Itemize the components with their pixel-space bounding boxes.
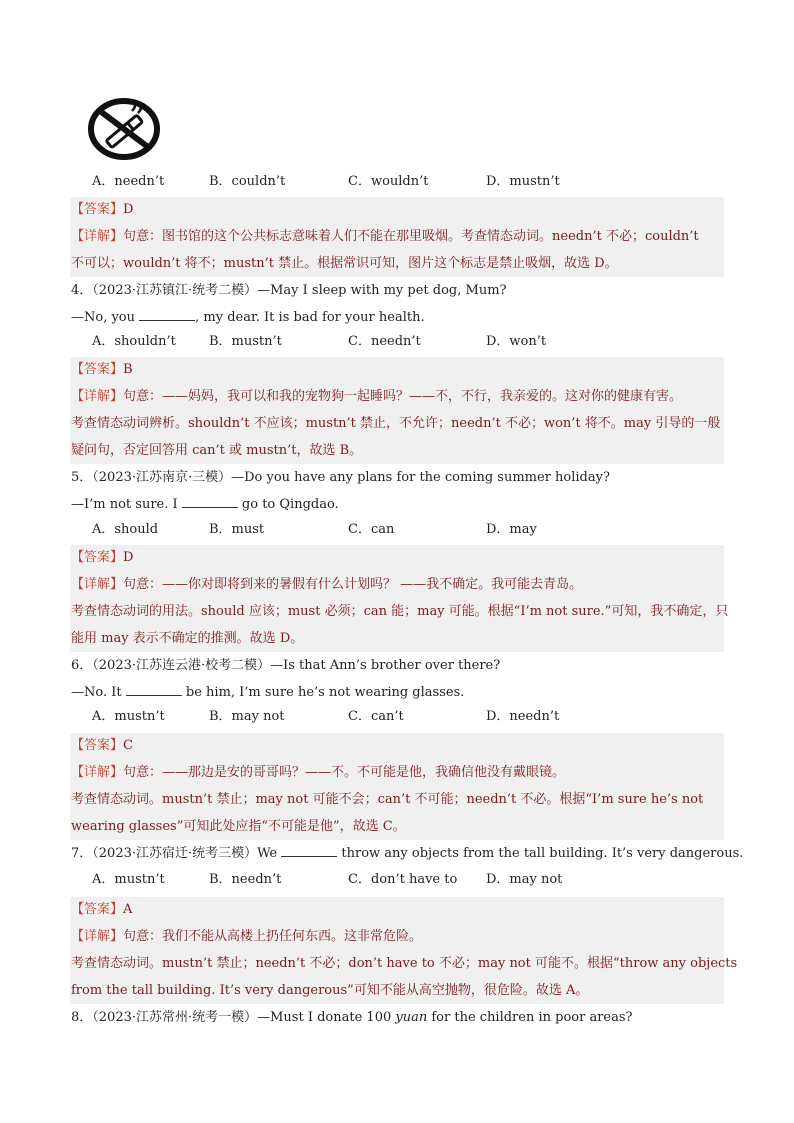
blank — [281, 844, 337, 857]
no-smoking-sign-icon — [86, 97, 162, 161]
q4-line2: —No, you , my dear. It is bad for your health. — [71, 310, 425, 325]
blank — [139, 308, 195, 321]
q6-stem: 6．（2023·江苏连云港·校考二模）—Is that Ann’s brother over there? — [71, 658, 501, 673]
option-b: B．must — [209, 522, 265, 537]
option-d: D．may — [486, 522, 537, 537]
option-b: B．may not — [209, 709, 285, 724]
detail-text: 句意：图书馆的这个公共标志意味着人们不能在那里吸烟。考查情态动词。needn’t 不必；couldn’t — [123, 229, 699, 244]
blank — [126, 683, 182, 696]
option-c: C．can — [348, 522, 395, 537]
answer-value: D — [123, 202, 134, 217]
q5-answer-box: 【答案】D 【详解】句意：——你对即将到来的暑假有什么计划吗？ ——我不确定。我可能去青岛。 考查情态动词的用法。should 应该；must 必须；can 能；may 可能。根据“I’m not sure.”可知，我不确定，只 能用 may 表示不确定的推测。故选 D。 — [70, 545, 724, 652]
option-d: D．may not — [486, 872, 563, 887]
q6-line2: —No. It be him, I’m sure he’s not wearing glasses. — [71, 685, 465, 700]
q7-stem: 7．（2023·江苏宿迁·统考三模）We throw any objects from the tall building. It’s very dangerous. — [71, 846, 744, 861]
option-b: B．needn’t — [209, 872, 282, 887]
answer-tag: 【答案】 — [71, 202, 124, 217]
detail-line: 不可以；wouldn’t 将不；mustn’t 禁止。根据常识可知，图片这个标志是禁止吸烟，故选 D。 — [71, 256, 618, 271]
q4-stem: 4．（2023·江苏镇江·统考二模）—May I sleep with my pet dog, Mum? — [71, 283, 507, 298]
option-d: D．mustn’t — [486, 174, 560, 189]
q7-answer-box: 【答案】A 【详解】句意：我们不能从高楼上扔任何东西。这非常危险。 考查情态动词。mustn’t 禁止；needn’t 不必；don’t have to 不必；may not 可能不。根据“throw any objects from the tall building. It’s very dangerous”可知不能从高空抛物，很危险。故选 A。 — [70, 897, 724, 1004]
option-c: C．can’t — [348, 709, 404, 724]
q4-answer-box: 【答案】B 【详解】句意：——妈妈，我可以和我的宠物狗一起睡吗？——不，不行，我亲爱的。这对你的健康有害。 考查情态动词辨析。shouldn’t 不应该；mustn’t 禁止，不允许；needn’t 不必；won’t 将不。may 引导的一般 疑问句，否定回答用 can’t 或 mustn’t，故选 B。 — [70, 357, 724, 464]
q8-stem: 8．（2023·江苏常州·统考一模）—Must I donate 100 yuan for the children in poor areas? — [71, 1010, 633, 1025]
option-b: B．couldn’t — [209, 174, 286, 189]
option-c: C．needn’t — [348, 334, 421, 349]
q3-answer-box — [70, 197, 724, 277]
option-a: A．shouldn’t — [92, 334, 176, 349]
q6-answer-box: 【答案】C 【详解】句意：——那边是安的哥哥吗？——不。不可能是他，我确信他没有戴眼镜。 考查情态动词。mustn’t 禁止；may not 可能不会；can’t 不可能；needn’t 不必。根据“I’m sure he’s not wearing glasses”可知此处应指“不可能是他”，故选 C。 — [70, 733, 724, 840]
detail-tag: 【详解】 — [71, 229, 124, 244]
option-d: D．won’t — [486, 334, 547, 349]
option-d: D．needn’t — [486, 709, 560, 724]
option-c: C．don’t have to — [348, 872, 458, 887]
option-a: A．mustn’t — [92, 872, 165, 887]
detail-line — [71, 228, 699, 246]
option-a: A．should — [92, 522, 159, 537]
answer-line — [71, 201, 133, 219]
q5-line2: —I’m not sure. I go to Qingdao. — [71, 497, 339, 512]
blank — [182, 495, 238, 508]
option-c: C．wouldn’t — [348, 174, 429, 189]
option-a: A．needn’t — [92, 174, 165, 189]
option-b: B．mustn’t — [209, 334, 282, 349]
q5-stem: 5．（2023·江苏南京·三模）—Do you have any plans for the coming summer holiday? — [71, 470, 610, 485]
option-a: A．mustn’t — [92, 709, 165, 724]
